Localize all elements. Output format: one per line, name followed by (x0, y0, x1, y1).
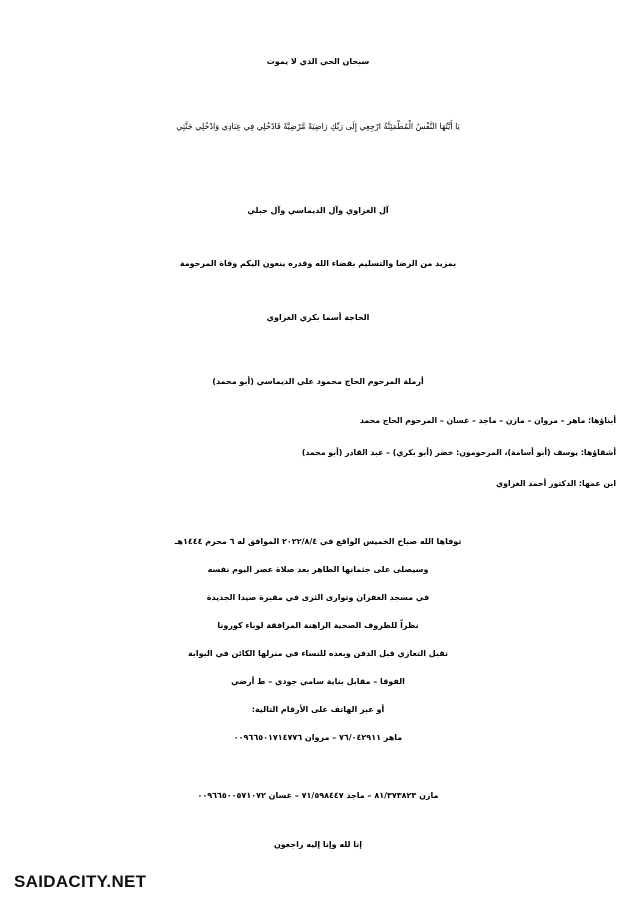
body-line-death-date: توفاها الله صباح الخميس الواقع في ٢٠٢٢/٨/٤ الموافق له ٦ محرم ١٤٤٤هـ (174, 537, 462, 546)
body-line-phones-1: ماهر ٧٦/٠٤٢٩١١ – مروان ٠٠٩٦٦٥٠١٧١٤٧٧٦ (233, 733, 403, 742)
opening-phrase: سبحان الحي الذي لا يموت (266, 57, 370, 66)
body-line-condolences: تقبل التعازي قبل الدفن وبعده للنساء في منزلها الكائن في البوابة (188, 649, 448, 658)
families-heading: آل الغزاوي وآل الديماسي وآل حبلي (247, 206, 389, 215)
body-line-address: الفوقا – مقابل بناية سامي جودي – ط أرضي (231, 677, 405, 686)
relatives-siblings: أشقاؤها: يوسف (أبو أسامة)، المرحومون: خضر (أبو بكري) – عبد القادر (أبو محمد) (301, 448, 616, 457)
body-line-burial: في مسجد الغفران وتوارى الثرى في مقبرة صيدا الجديدة (206, 593, 430, 602)
closing-phrase: إنا لله وإنا إليه راجعون (273, 840, 363, 849)
body-line-phones-2: مازن ٨١/٣٧٣٨٢٣ – ماجد ٧١/٥٩٨٤٤٧ – غسان ٠٠٩٦٦٥٠٠٥٧١٠٧٢ (197, 791, 439, 800)
quran-verse: يَا أَيَّتُهَا النَّفْسُ الْمُطْمَئِنَّةُ ارْجِعِي إِلَى رَبِّكِ رَاضِيَةً مَّرْضِيَّةً فَادْخُلِي فِي عِبَادِي وَادْخُلِي جَنَّتِي (176, 122, 460, 131)
body-line-covid: نظراً للظروف الصحية الراهنة المرافقة لوباء كورونا (217, 621, 419, 630)
deceased-name: الحاجة أسما بكري الغزاوي (266, 313, 370, 322)
widow-of-line: أرملة المرحوم الحاج محمود علي الديماسي (أبو محمد) (212, 377, 424, 386)
body-line-phone-intro: أو عبر الهاتف على الأرقام التالية: (251, 705, 385, 714)
relatives-sons: أبناؤها: ماهر – مروان – مازن – ماجد – غسان – المرحوم الحاج محمد (359, 416, 616, 425)
body-line-prayer: وسيصلى على جثمانها الطاهر بعد صلاة عصر اليوم نفسه (207, 565, 429, 574)
relatives-cousin: ابن عمها: الدكتور أحمد الغزاوي (496, 479, 616, 488)
announcement-intro: بمزيد من الرضا والتسليم بقضاء الله وقدره ينعون اليكم وفاة المرحومة (179, 259, 457, 268)
site-watermark: SAIDACITY.NET (14, 872, 147, 891)
